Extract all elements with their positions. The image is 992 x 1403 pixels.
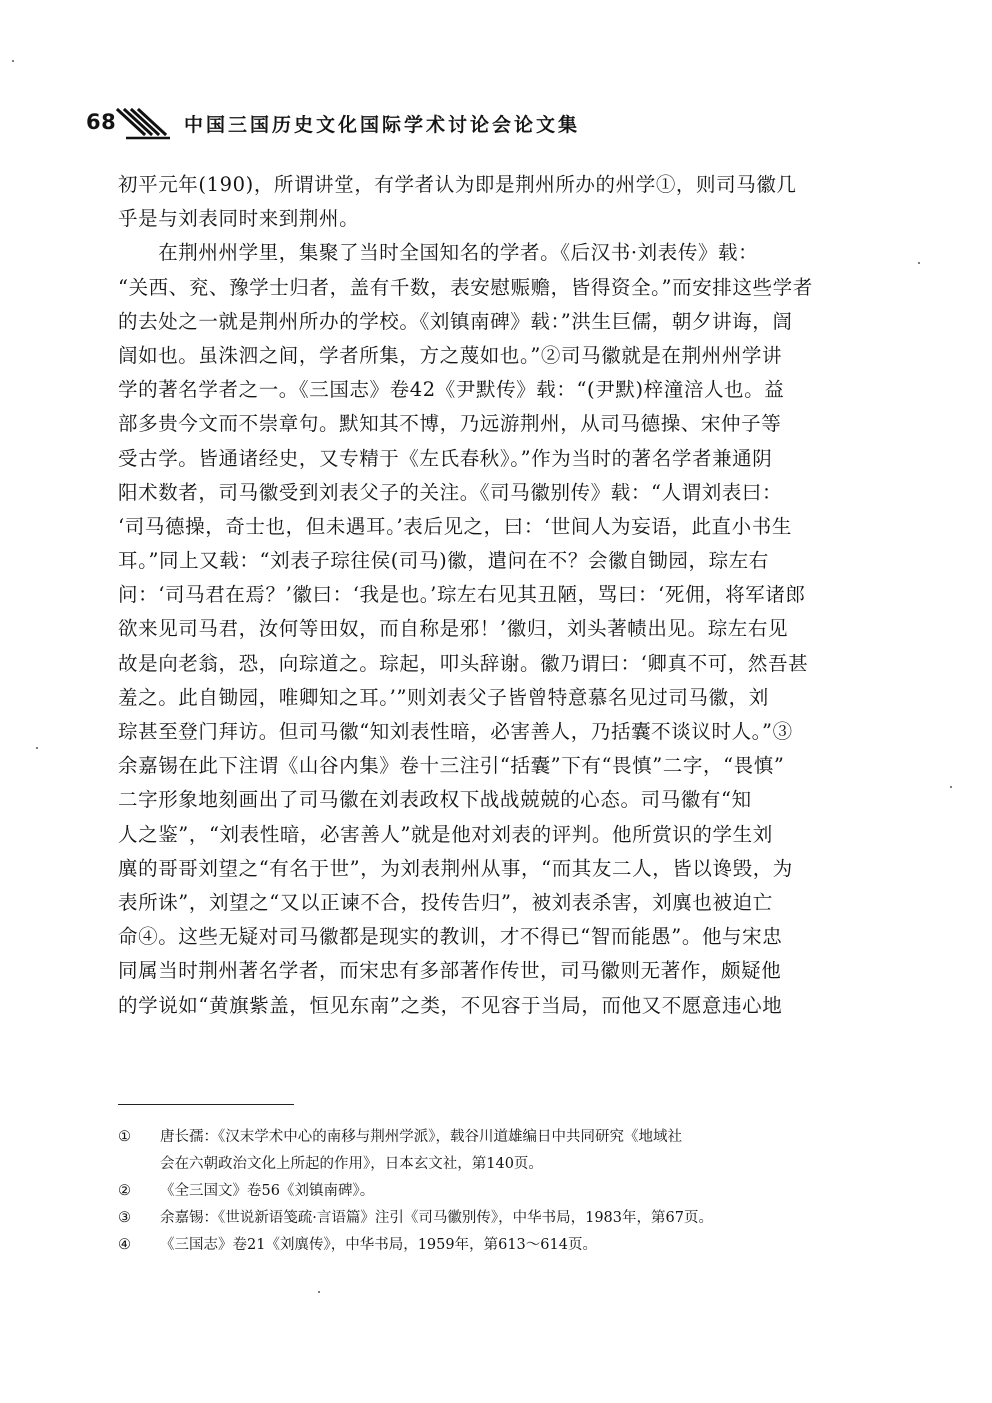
page-number: 68 (86, 110, 117, 134)
footnote-text: 会在六朝政治文化上所起的作用》，日本玄文社，第140页。 (160, 1156, 543, 1172)
footnote-text: 《全三国文》卷56《刘镇南碑》。 (160, 1183, 375, 1199)
text-line: 的学说如“黄旗紫盖，恒见东南”之类，不见容于当局，而他又不愿意违心地 (118, 993, 783, 1017)
diagonal-stripes-icon (116, 108, 170, 142)
running-header (86, 108, 906, 144)
text-line: 同属当时荆州著名学者，而宋忠有多部著作传世，司马徽则无著作，颇疑他 (118, 959, 782, 983)
text-line: 在荆州州学里，集聚了当时全国知名的学者。《后汉书·刘表传》载： (118, 241, 759, 265)
text-line: 余嘉锡在此下注谓《山谷内集》卷十三注引“括囊”下有“畏慎”二字，“畏慎” (118, 754, 785, 778)
footnote-separator (118, 1104, 294, 1105)
text-line: 故是向老翁，恐，向琮道之。琮起，叩头辞谢。徽乃谓曰：‘卿真不可，然吾甚 (118, 651, 809, 675)
scan-speck (318, 1291, 320, 1293)
text-line: 琮甚至登门拜访。但司马徽“知刘表性暗，必害善人，乃括囊不谈议时人。”③ (118, 720, 793, 743)
scan-speck (12, 60, 14, 62)
footnote-2 (118, 1178, 878, 1205)
footnote-marker: ④ (118, 1237, 131, 1253)
text-line: 羞之。此自锄园，唯卿知之耳。’”则刘表父子皆曾特意慕名见过司马徽，刘 (118, 685, 769, 709)
scan-speck (950, 786, 952, 788)
footnote-1 (118, 1124, 878, 1178)
text-line: 二字形象地刻画出了司马徽在刘表政权下战战兢兢的心态。司马徽有“知 (118, 788, 752, 812)
text-line: 訚如也。虽洙泗之间，学者所集，方之蔑如也。”②司马徽就是在荆州州学讲 (118, 343, 783, 367)
footnote-marker: ① (118, 1129, 131, 1145)
text-line: 的去处之一就是荆州所办的学校。《刘镇南碑》载：”洪生巨儒，朝夕讲诲，訚 (118, 309, 793, 333)
text-line: 乎是与刘表同时来到荆州。 (118, 207, 360, 231)
footnotes (118, 1124, 878, 1259)
footnote-text: 《三国志》卷21《刘廙传》，中华书局，1959年，第613～614页。 (160, 1237, 597, 1253)
text-line: 欲来见司马君，汝何等田奴，而自称是邪！’徽归，刘头著帻出见。琮左右见 (118, 617, 789, 641)
footnote-4 (118, 1232, 878, 1259)
text-line: ‘司马德操，奇士也，但未遇耳。’表后见之，曰：‘世间人为妄语，此直小书生 (118, 514, 792, 538)
text-line: 阳术数者，司马徽受到刘表父子的关注。《司马徽别传》载：“人谓刘表曰： (118, 480, 783, 504)
text-line: 部多贵今文而不崇章句。默知其不博，乃远游荆州，从司马德操、宋仲子等 (118, 412, 782, 436)
footnote-marker: ③ (118, 1210, 131, 1226)
book-title: 中国三国历史文化国际学术讨论会论文集 (184, 114, 581, 136)
text-line: 人之鉴”，“刘表性暗，必害善人”就是他对刘表的评判。他所赏识的学生刘 (118, 822, 773, 846)
text-line: 表所诛”，刘望之“又以正谏不合，投传告归”，被刘表杀害，刘廙也被迫亡 (118, 890, 773, 914)
footnote-marker: ② (118, 1183, 131, 1199)
text-line: 学的著名学者之一。《三国志》卷42《尹默传》载：“(尹默)梓潼涪人也。益 (118, 378, 785, 402)
text-line: 初平元年(190)，所谓讲堂，有学者认为即是荆州所办的州学①，则司马徽几 (118, 173, 797, 196)
footnote-3 (118, 1205, 878, 1232)
main-text (118, 168, 878, 1023)
scan-speck (36, 747, 38, 749)
text-line: 廙的哥哥刘望之“有名于世”，为刘表荆州从事，“而其友二人，皆以谗毁，为 (118, 856, 793, 880)
text-line: 命④。这些无疑对司马徽都是现实的教训，才不得已“智而能愚”。他与宋忠 (118, 925, 783, 949)
text-line: 受古学。皆通诸经史，又专精于《左氏春秋》。”作为当时的著名学者兼通阴 (118, 446, 773, 470)
footnote-text: 余嘉锡：《世说新语笺疏·言语篇》注引《司马徽别传》，中华书局，1983年，第67页。 (160, 1210, 713, 1226)
text-line: 耳。”同上又载：“刘表子琮往侯(司马)徽，遣问在不？会徽自锄园，琮左右 (118, 549, 769, 573)
text-line: 问：‘司马君在焉？’徽曰：‘我是也。’琮左右见其丑陋，骂曰：‘死佣，将军诸郎 (118, 583, 806, 607)
text-line: “关西、兖、豫学士归者，盖有千数，表安慰赈赡，皆得资全。”而安排这些学者 (118, 275, 813, 299)
scan-speck (918, 262, 920, 264)
footnote-text: 唐长孺：《汉末学术中心的南移与荆州学派》，载谷川道雄编日中共同研究《地域社 (160, 1129, 682, 1145)
